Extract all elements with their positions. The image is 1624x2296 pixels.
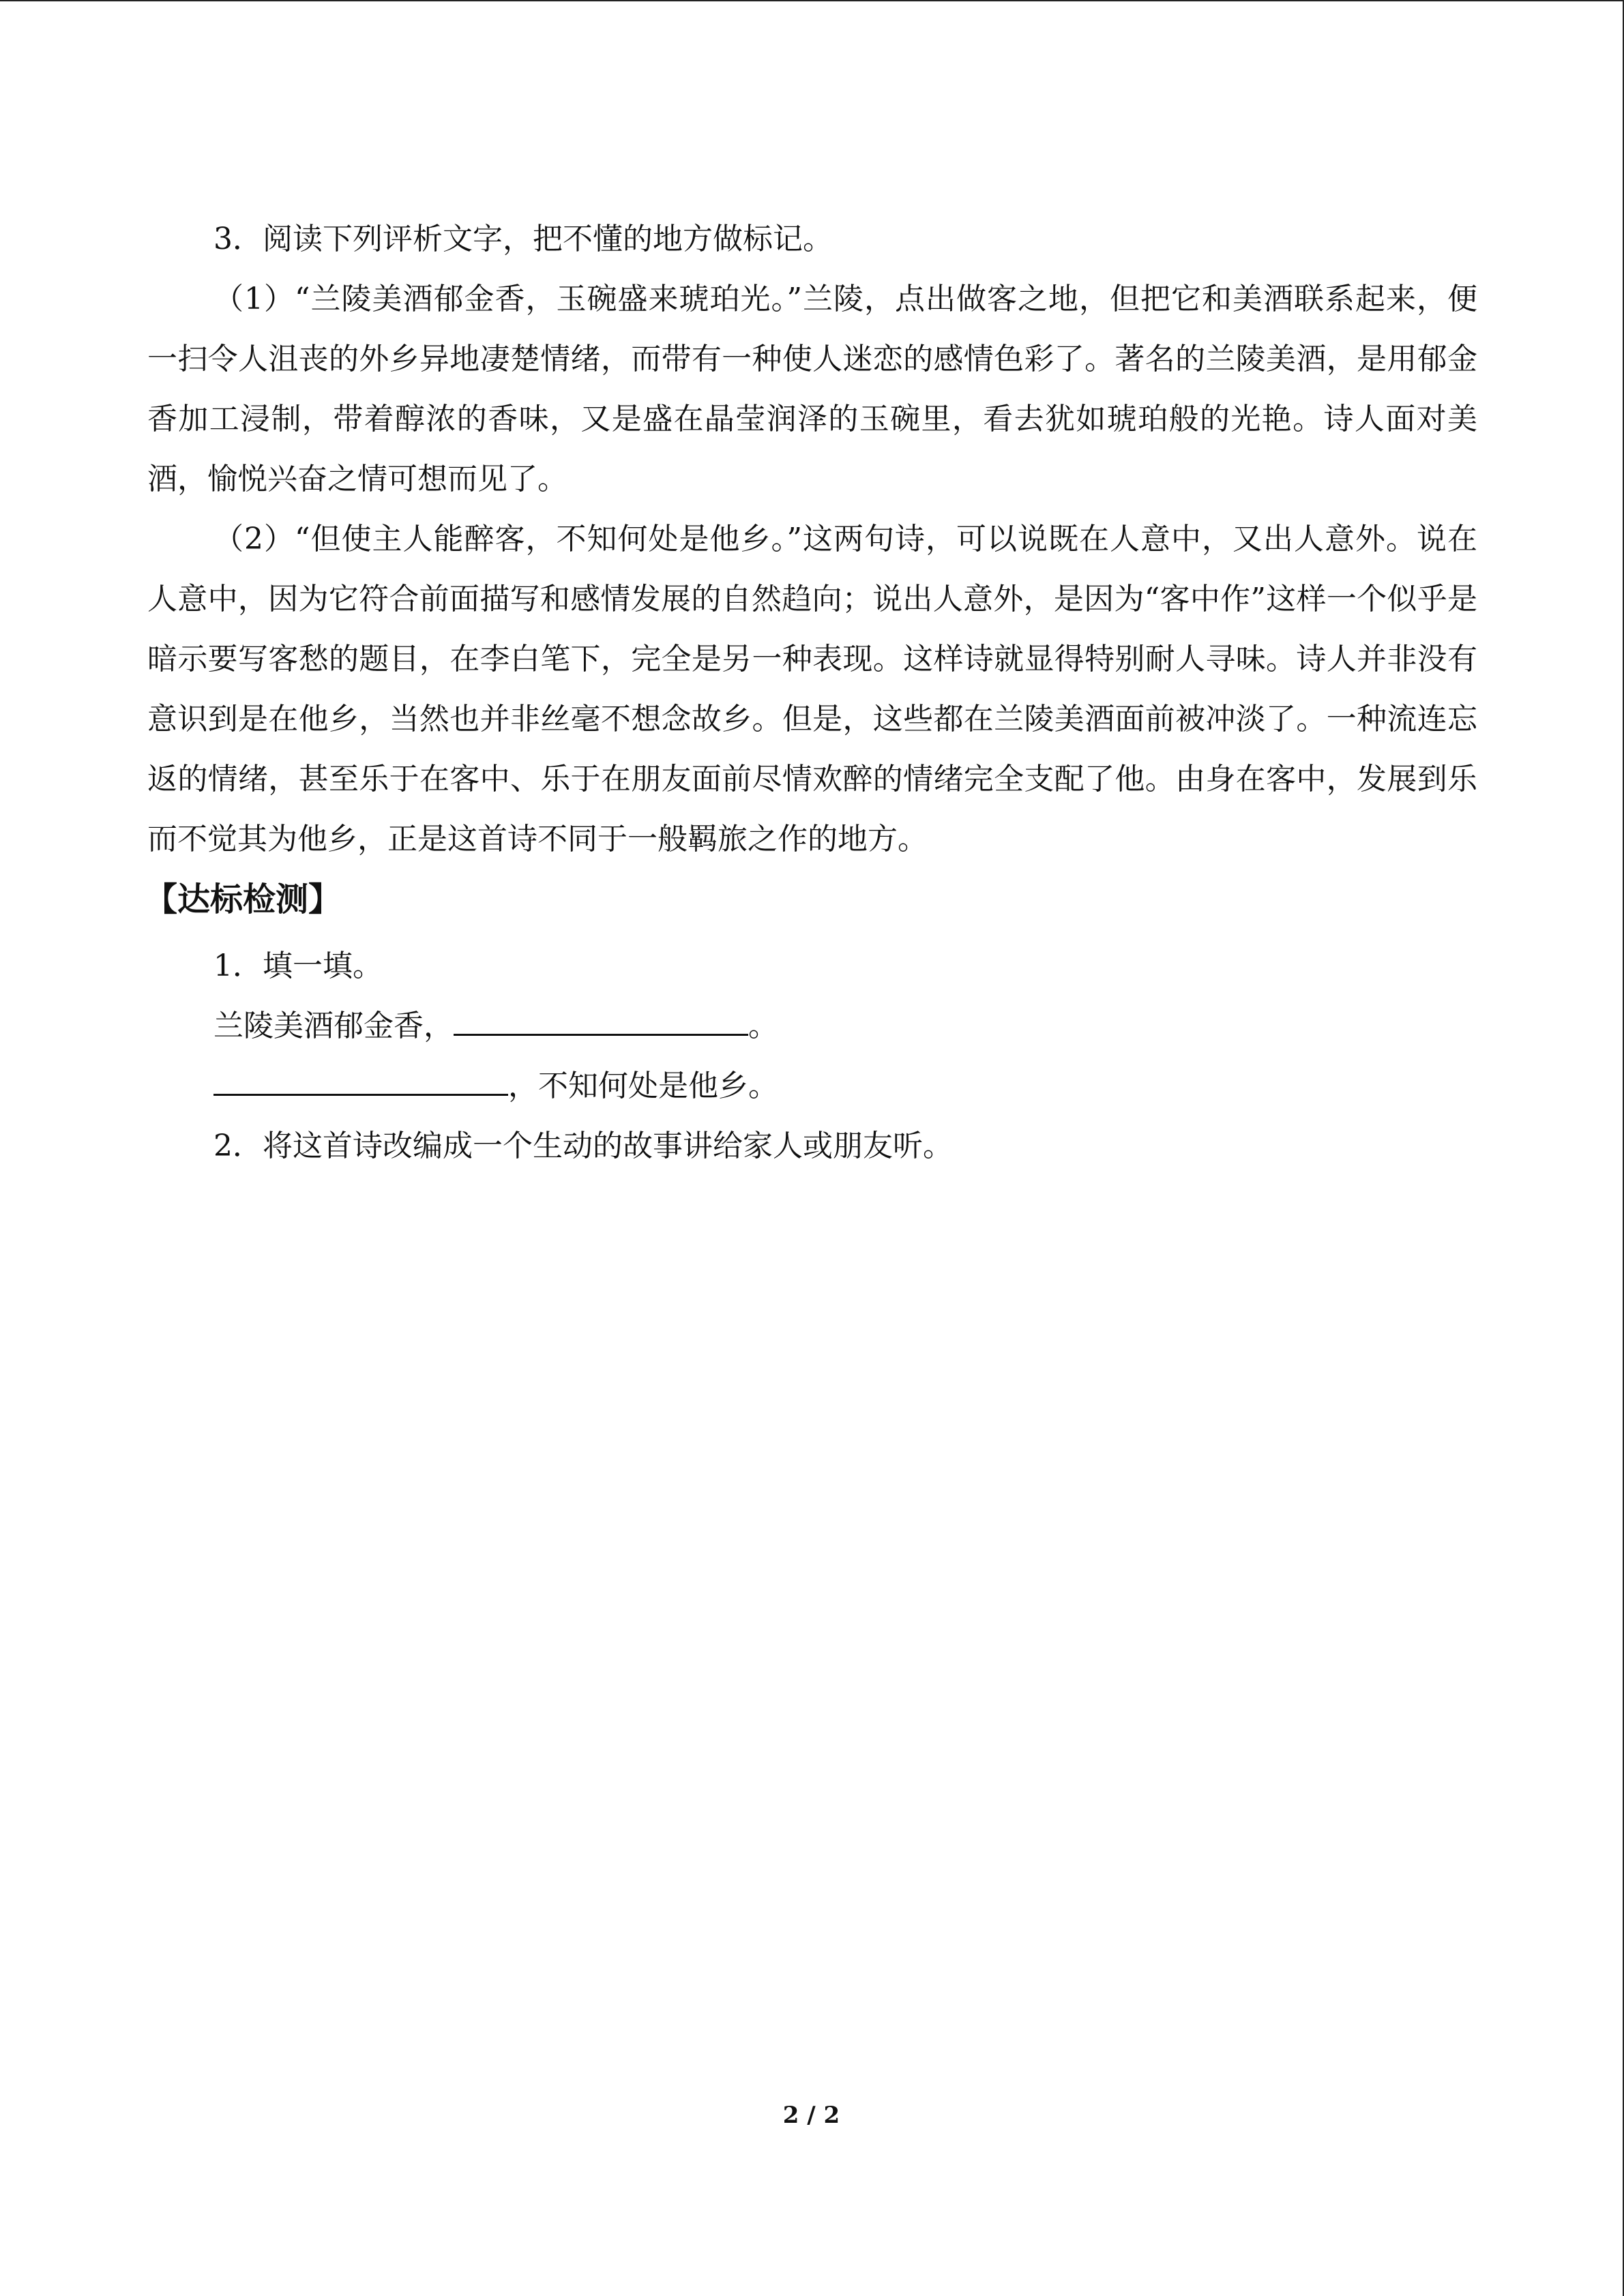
answer-blank-1[interactable] [454, 1007, 748, 1036]
fill-in-title: 1．填一填。 [213, 949, 383, 983]
fill-in-line-2 [147, 1056, 1477, 1116]
fill-in-line-1-suffix: 。 [748, 1009, 778, 1043]
fill-in-line-2-suffix: ，不知何处是他乡。 [508, 1069, 778, 1103]
page-number: 2 / 2 [782, 2102, 840, 2129]
analysis-paragraph-1: （1）“兰陵美酒郁金香，玉碗盛来琥珀光。”兰陵，点出做客之地，但把它和美酒联系起来，便一扫令人沮丧的外乡异地凄楚情绪，而带有一种使人迷恋的感情色彩了。著名的兰陵美酒，是用郁金香加工浸制，带着醇浓的香味，又是盛在晶莹润泽的玉碗里，看去犹如琥珀般的光艳。诗人面对美酒，愉悦兴奋之情可想而见了。 [147, 282, 1477, 496]
question-3-title: 3．阅读下列评析文字，把不懂的地方做标记。 [213, 222, 833, 256]
document-content [147, 209, 1477, 1176]
retell-task: 2．将这首诗改编成一个生动的故事讲给家人或朋友听。 [213, 1129, 953, 1163]
fill-in-line-1 [147, 996, 1477, 1056]
analysis-paragraph-2: （2）“但使主人能醉客，不知何处是他乡。”这两句诗，可以说既在人意中，又出人意外。说在人意中，因为它符合前面描写和感情发展的自然趋向；说出人意外，是因为“客中作”这样一个似乎是暗示要写客愁的题目，在李白笔下，完全是另一种表现。这样诗就显得特别耐人寻味。诗人并非没有意识到是在他乡，当然也并非丝毫不想念故乡。但是，这些都在兰陵美酒面前被冲淡了。一种流连忘返的情绪，甚至乐于在客中、乐于在朋友面前尽情欢醉的情绪完全支配了他。由身在客中，发展到乐而不觉其为他乡，正是这首诗不同于一般羁旅之作的地方。 [147, 522, 1477, 856]
fill-in-line-1-prefix: 兰陵美酒郁金香， [213, 1009, 454, 1043]
section-heading-assessment: 【达标检测】 [145, 880, 342, 919]
answer-blank-2[interactable] [213, 1067, 508, 1096]
